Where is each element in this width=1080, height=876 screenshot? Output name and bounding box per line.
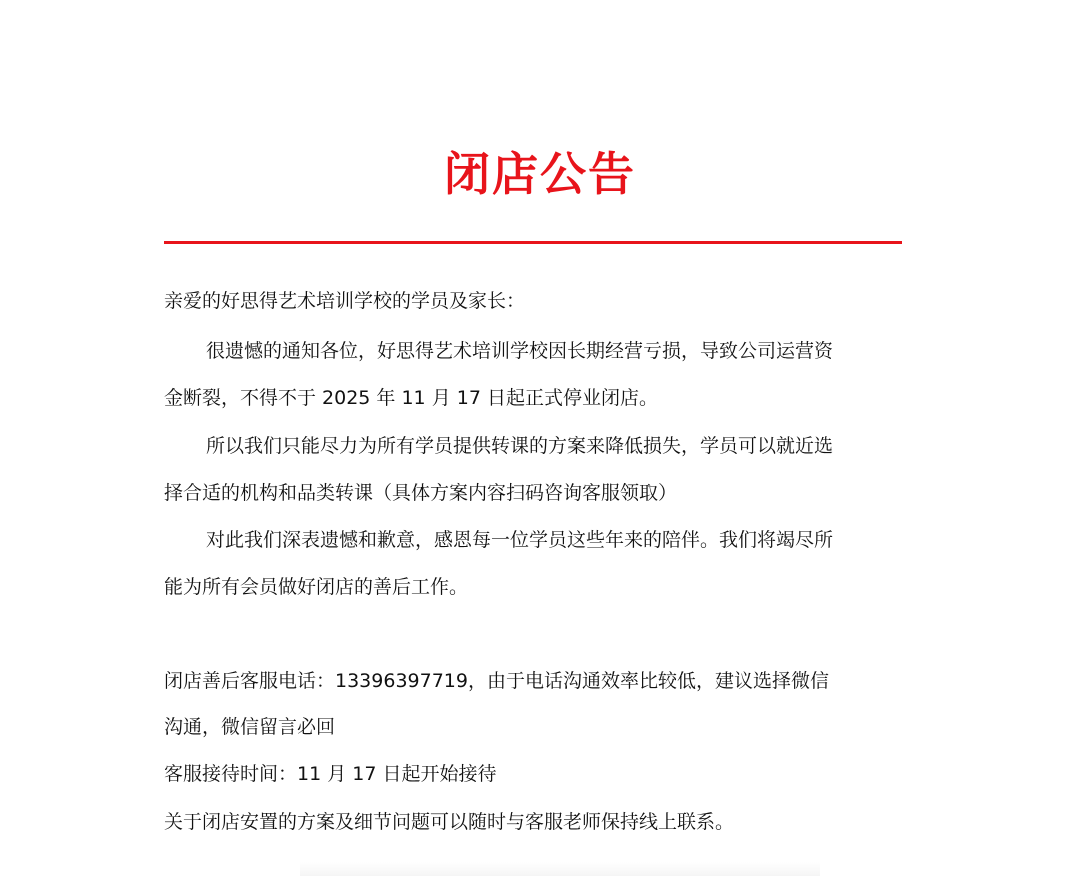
contact-note: 关于闭店安置的方案及细节问题可以随时与客服老师保持线上联系。 — [164, 811, 735, 833]
paragraph-3-line-2: 能为所有会员做好闭店的善后工作。 — [164, 576, 469, 598]
notice-title: 闭店公告 — [444, 147, 636, 201]
contact-phone-line-1: 闭店善后客服电话：13396397719，由于电话沟通效率比较低，建议选择微信 — [164, 670, 829, 692]
greeting: 亲爱的好思得艺术培训学校的学员及家长： — [164, 290, 526, 312]
paragraph-2-line-2: 择合适的机构和品类转课（具体方案内容扫码咨询客服领取） — [164, 482, 678, 504]
paragraph-1-line-1: 很遗憾的通知各位，好思得艺术培训学校因长期经营亏损，导致公司运营资 — [206, 340, 834, 362]
paragraph-2-line-1: 所以我们只能尽力为所有学员提供转课的方案来降低损失，学员可以就近选 — [206, 435, 834, 457]
service-hours: 客服接待时间：11 月 17 日起开始接待 — [164, 763, 497, 785]
contact-phone-line-2: 沟通，微信留言必回 — [164, 716, 336, 738]
paragraph-1-line-2: 金断裂，不得不于 2025 年 11 月 17 日起正式停业闭店。 — [164, 387, 658, 409]
bottom-shade — [300, 862, 820, 876]
paragraph-3-line-1: 对此我们深表遗憾和歉意，感恩每一位学员这些年来的陪伴。我们将竭尽所 — [206, 529, 834, 551]
title-divider — [164, 241, 902, 244]
